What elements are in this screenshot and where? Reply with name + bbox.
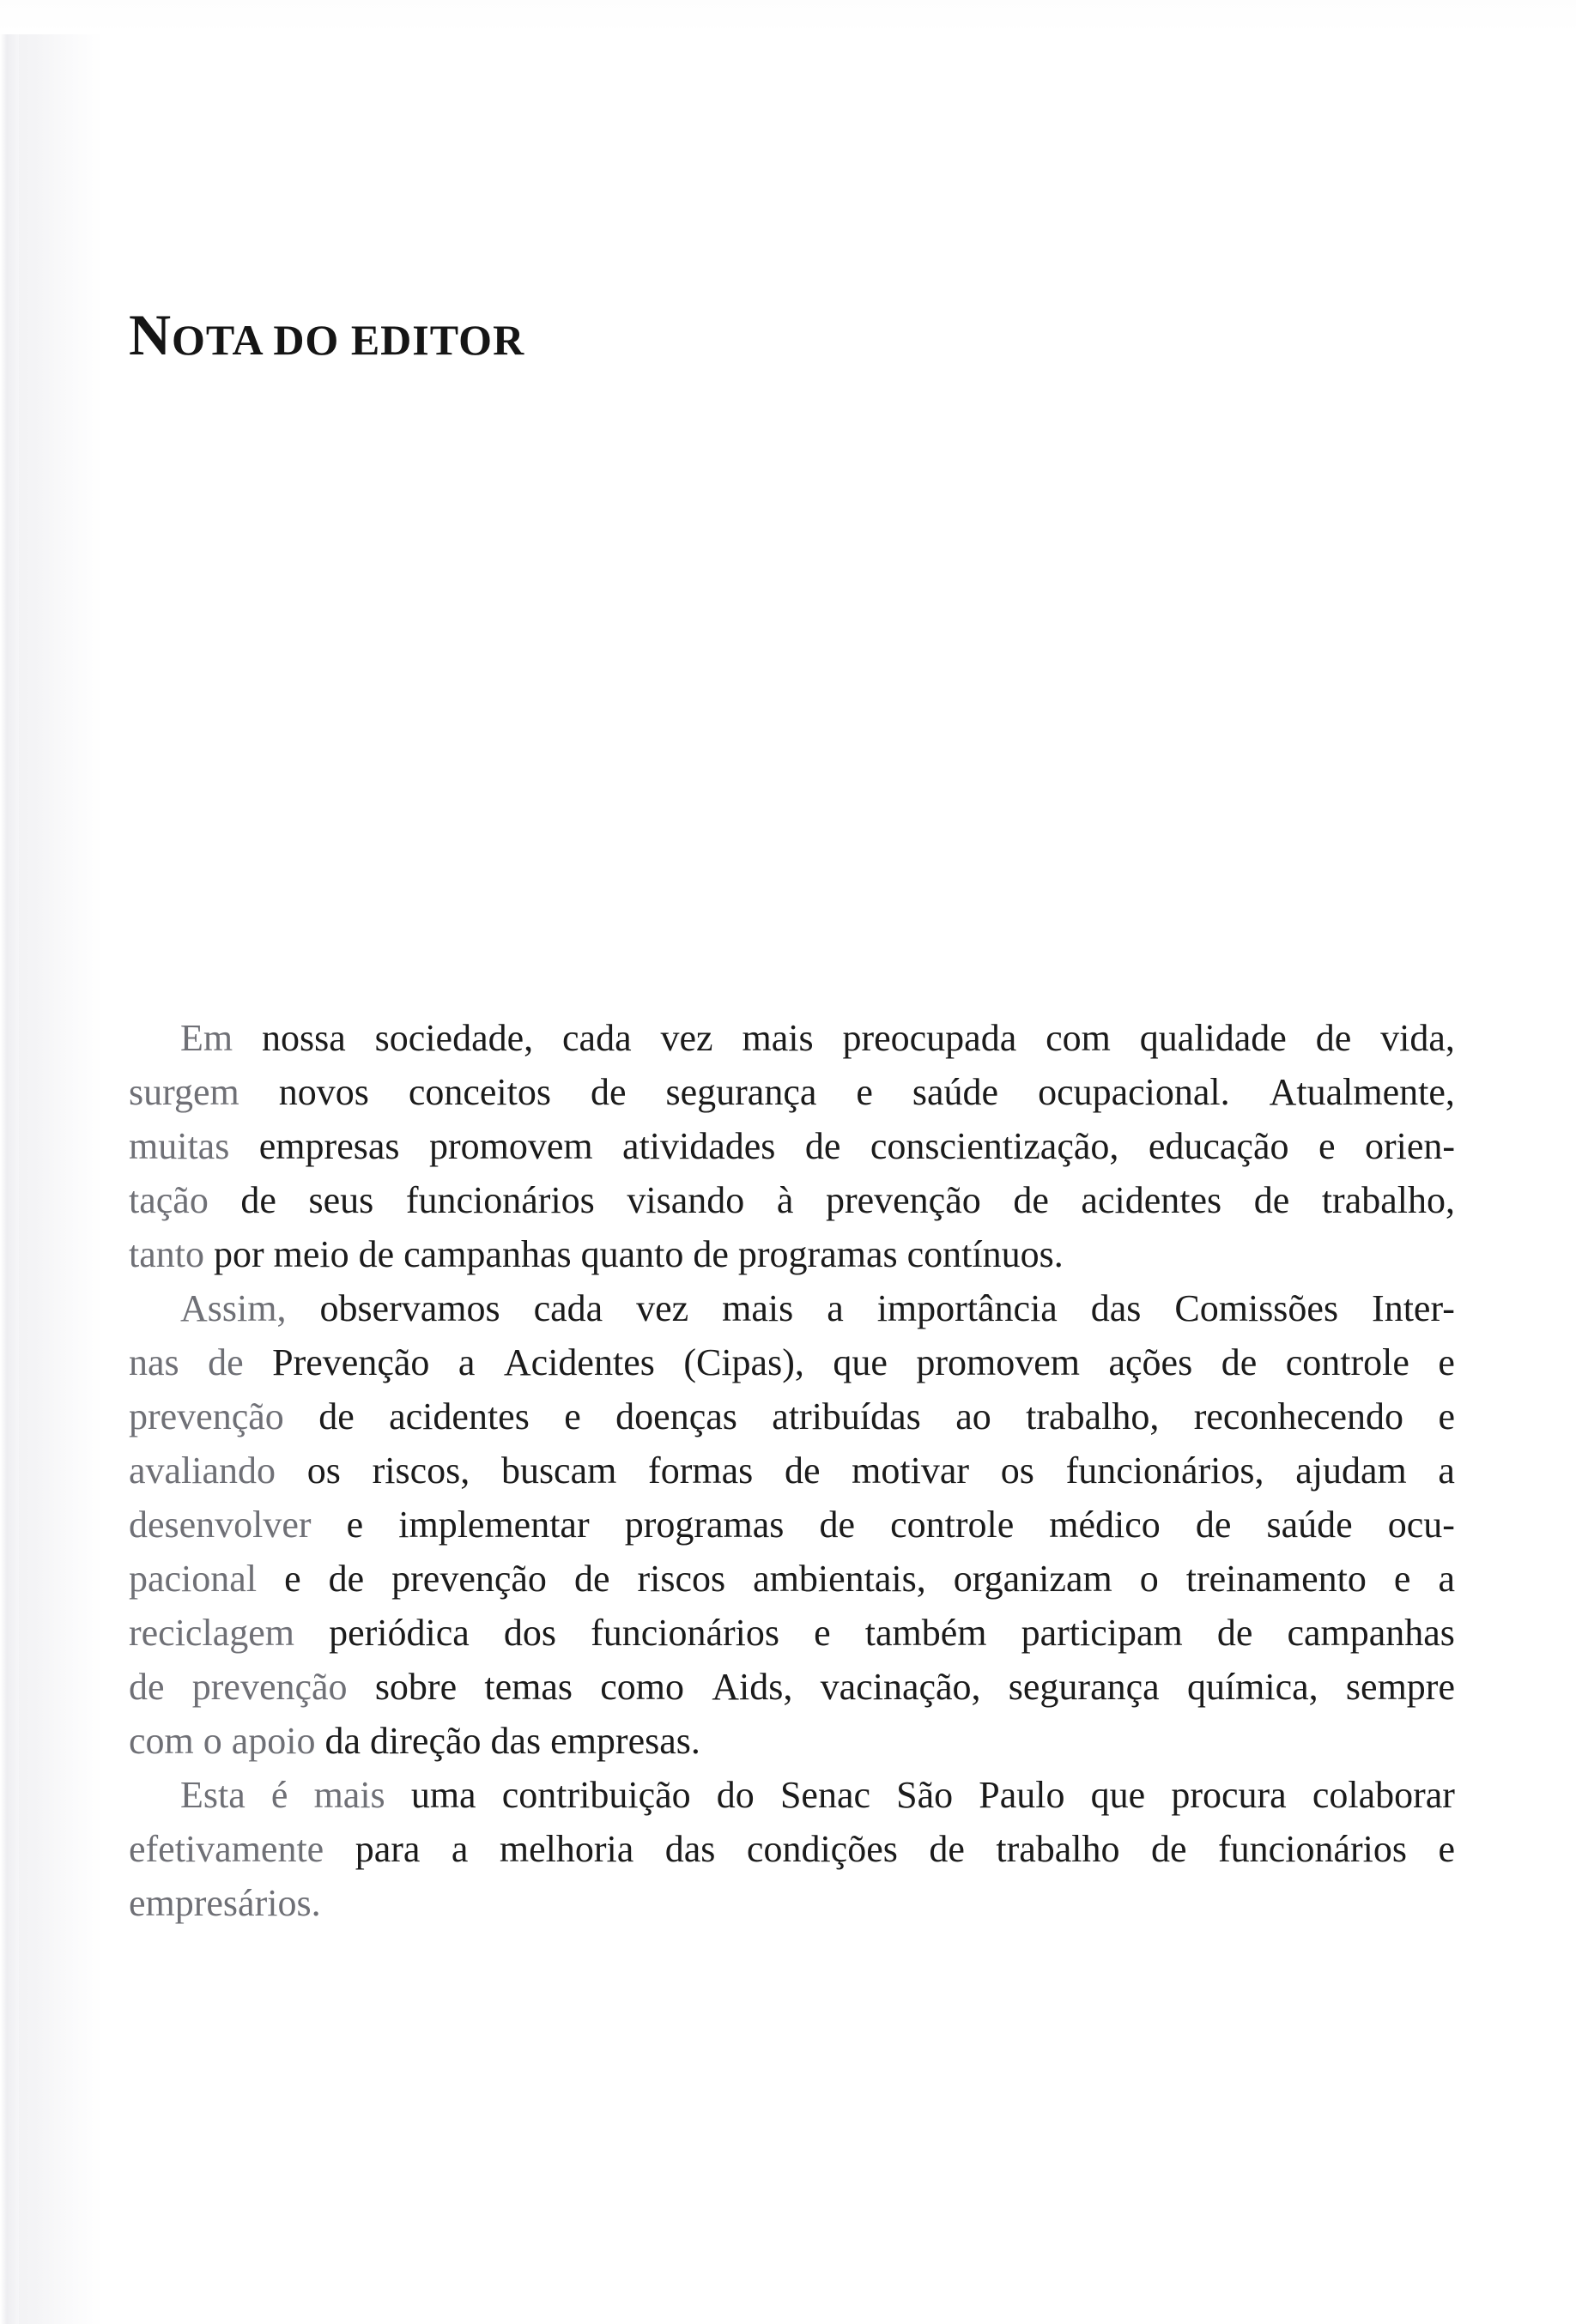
word: atividades (622, 1125, 776, 1167)
text-line (129, 1822, 1455, 1876)
word: contribuição (501, 1774, 691, 1816)
word: desenvolver (129, 1504, 312, 1546)
word: riscos (637, 1558, 726, 1600)
word: visando (627, 1179, 745, 1221)
word: de (1216, 1612, 1253, 1654)
line-remainder: da direção das empresas. (315, 1720, 700, 1762)
word: de (573, 1558, 610, 1600)
word: com o apoio (129, 1720, 316, 1762)
text-line (129, 1065, 1455, 1119)
word: conceitos (408, 1071, 551, 1113)
text-line (129, 1335, 1455, 1389)
word: que (833, 1341, 888, 1383)
word: sociedade, (374, 1017, 534, 1059)
word: de (804, 1125, 841, 1167)
word: acidentes (1081, 1179, 1222, 1221)
word: controle (890, 1504, 1015, 1546)
word: saúde (1266, 1504, 1353, 1546)
word: ajudam (1295, 1449, 1407, 1492)
word: temas (484, 1666, 573, 1708)
word: como (600, 1666, 685, 1708)
word: Inter- (1372, 1287, 1455, 1329)
word: o (1139, 1558, 1159, 1600)
text-line (129, 1768, 1455, 1822)
word: trabalho (996, 1828, 1120, 1870)
word: de (1315, 1017, 1352, 1059)
word: de (590, 1071, 627, 1113)
word: conscientização, (870, 1125, 1119, 1167)
word: buscam (500, 1449, 617, 1492)
word: funcionários, (1065, 1449, 1264, 1492)
scan-gutter-edge (0, 0, 19, 2324)
word: Aids, (712, 1666, 793, 1708)
word: dos (503, 1612, 556, 1654)
word: prevenção (129, 1395, 284, 1437)
word: programas (624, 1504, 785, 1546)
word: riscos, (372, 1449, 470, 1492)
word: à (776, 1179, 794, 1221)
word: Esta (180, 1774, 245, 1816)
word: segurança (665, 1071, 817, 1113)
word: novos (278, 1071, 369, 1113)
text-line (129, 1227, 1455, 1281)
word: Senac (779, 1774, 870, 1816)
word: Atualmente, (1269, 1071, 1455, 1113)
word: implementar (398, 1504, 590, 1546)
text-line (129, 1498, 1455, 1552)
word: vez (636, 1287, 689, 1329)
text-line (129, 1281, 1455, 1335)
word: os (1000, 1449, 1034, 1492)
word: e (1438, 1395, 1455, 1437)
word: que (1090, 1774, 1146, 1816)
word: de (328, 1558, 365, 1600)
word: e (284, 1558, 301, 1600)
word: ocu- (1387, 1504, 1455, 1546)
word: saúde (912, 1071, 999, 1113)
text-line (129, 1714, 1455, 1768)
word: prevenção (825, 1179, 981, 1221)
word: de (318, 1395, 355, 1437)
word: procura (1171, 1774, 1287, 1816)
text-line (129, 1552, 1455, 1606)
word: efetivamente (129, 1828, 324, 1870)
word: Paulo (979, 1774, 1065, 1816)
word: química, (1186, 1666, 1318, 1708)
text-line (129, 1389, 1455, 1443)
word: é (270, 1774, 288, 1816)
page-title (129, 301, 525, 367)
word: e (346, 1504, 364, 1546)
word: tanto (129, 1233, 204, 1275)
word: cada (533, 1287, 603, 1329)
word: e (1438, 1341, 1455, 1383)
word: de (1151, 1828, 1187, 1870)
word: a (827, 1287, 844, 1329)
text-line (129, 1011, 1455, 1065)
word: de (929, 1828, 965, 1870)
word: melhoria (499, 1828, 634, 1870)
word: e (856, 1071, 873, 1113)
text-line (129, 1173, 1455, 1227)
word: acidentes (389, 1395, 530, 1437)
word: prevenção (191, 1666, 348, 1708)
word: nossa (262, 1017, 346, 1059)
word: e (1438, 1828, 1455, 1870)
body-text (129, 1011, 1455, 1930)
word: Assim, (180, 1287, 287, 1329)
word: mais (722, 1287, 794, 1329)
word: orien- (1364, 1125, 1455, 1167)
word: nas (129, 1341, 179, 1383)
word: Em (180, 1017, 233, 1059)
word: colaborar (1312, 1774, 1455, 1816)
word: de (1013, 1179, 1049, 1221)
word: tação (129, 1179, 209, 1221)
word: das (1090, 1287, 1142, 1329)
word: atribuídas (772, 1395, 921, 1437)
word: muitas (129, 1125, 230, 1167)
word: de (819, 1504, 855, 1546)
word: condições (746, 1828, 898, 1870)
word: empresários. (129, 1882, 321, 1924)
paragraph-2 (129, 1281, 1455, 1768)
word: seus (308, 1179, 374, 1221)
word: a (458, 1341, 476, 1383)
word: os (306, 1449, 341, 1492)
word: de (1221, 1341, 1258, 1383)
word: observamos (319, 1287, 500, 1329)
word: formas (648, 1449, 754, 1492)
word: promovem (916, 1341, 1080, 1383)
word: trabalho, (1026, 1395, 1160, 1437)
word: São (896, 1774, 954, 1816)
word: cada (562, 1017, 632, 1059)
scan-top-fade (0, 0, 1576, 34)
text-line (129, 1606, 1455, 1660)
word: organizam (953, 1558, 1112, 1600)
word: e (1393, 1558, 1411, 1600)
word: pacional (129, 1558, 258, 1600)
word: trabalho, (1321, 1179, 1455, 1221)
word: ocupacional. (1038, 1071, 1230, 1113)
line-remainder: por meio de campanhas quanto de programas contínuos. (203, 1233, 1064, 1275)
word: periódica (329, 1612, 470, 1654)
page-title-initial: N (129, 301, 172, 367)
word: ações (1108, 1341, 1193, 1383)
word: com (1046, 1017, 1111, 1059)
word: e (814, 1612, 831, 1654)
text-line (129, 1119, 1455, 1173)
word: mais (313, 1774, 385, 1816)
page-title-rest: OTA DO EDITOR (171, 315, 525, 364)
text-line (129, 1876, 1455, 1930)
text-line (129, 1660, 1455, 1714)
word: a (1438, 1558, 1455, 1600)
word: controle (1285, 1341, 1409, 1383)
word: de (240, 1179, 276, 1221)
word: Acidentes (503, 1341, 655, 1383)
word: de (1195, 1504, 1232, 1546)
word: de (129, 1666, 165, 1708)
word: ambientais, (753, 1558, 926, 1600)
word: educação (1148, 1125, 1289, 1167)
word: avaliando (129, 1449, 276, 1492)
word: de (1253, 1179, 1290, 1221)
word: motivar (852, 1449, 970, 1492)
word: funcionários (1218, 1828, 1407, 1870)
word: participam (1021, 1612, 1183, 1654)
word: preocupada (842, 1017, 1017, 1059)
paragraph-1 (129, 1011, 1455, 1281)
word: segurança (1008, 1666, 1160, 1708)
word: surgem (129, 1071, 239, 1113)
word: uma (410, 1774, 476, 1816)
paragraph-3 (129, 1768, 1455, 1930)
word: sobre (374, 1666, 458, 1708)
word: ao (955, 1395, 991, 1437)
word: vida, (1380, 1017, 1455, 1059)
word: a (1438, 1449, 1455, 1492)
word: das (664, 1828, 716, 1870)
word: empresas (258, 1125, 400, 1167)
word: vez (660, 1017, 713, 1059)
word: qualidade (1139, 1017, 1287, 1059)
word: doenças (615, 1395, 737, 1437)
word: reconhecendo (1193, 1395, 1404, 1437)
word: importância (876, 1287, 1058, 1329)
word: também (864, 1612, 987, 1654)
word: funcionários (405, 1179, 595, 1221)
word: de (208, 1341, 244, 1383)
word: de (784, 1449, 821, 1492)
word: funcionários (591, 1612, 780, 1654)
word: treinamento (1185, 1558, 1367, 1600)
word: e (564, 1395, 581, 1437)
word: prevenção (391, 1558, 547, 1600)
word: vacinação, (820, 1666, 981, 1708)
word: reciclagem (129, 1612, 294, 1654)
word: a (451, 1828, 469, 1870)
word: e (1318, 1125, 1336, 1167)
scan-gutter-shadow (0, 0, 103, 2324)
word: (Cipas), (683, 1341, 804, 1383)
text-line (129, 1443, 1455, 1498)
word: sempre (1345, 1666, 1455, 1708)
word: médico (1049, 1504, 1161, 1546)
word: promovem (428, 1125, 593, 1167)
word: Prevenção (272, 1341, 430, 1383)
word: para (355, 1828, 421, 1870)
word: mais (742, 1017, 814, 1059)
word: do (716, 1774, 755, 1816)
word: Comissões (1174, 1287, 1339, 1329)
word: campanhas (1287, 1612, 1455, 1654)
